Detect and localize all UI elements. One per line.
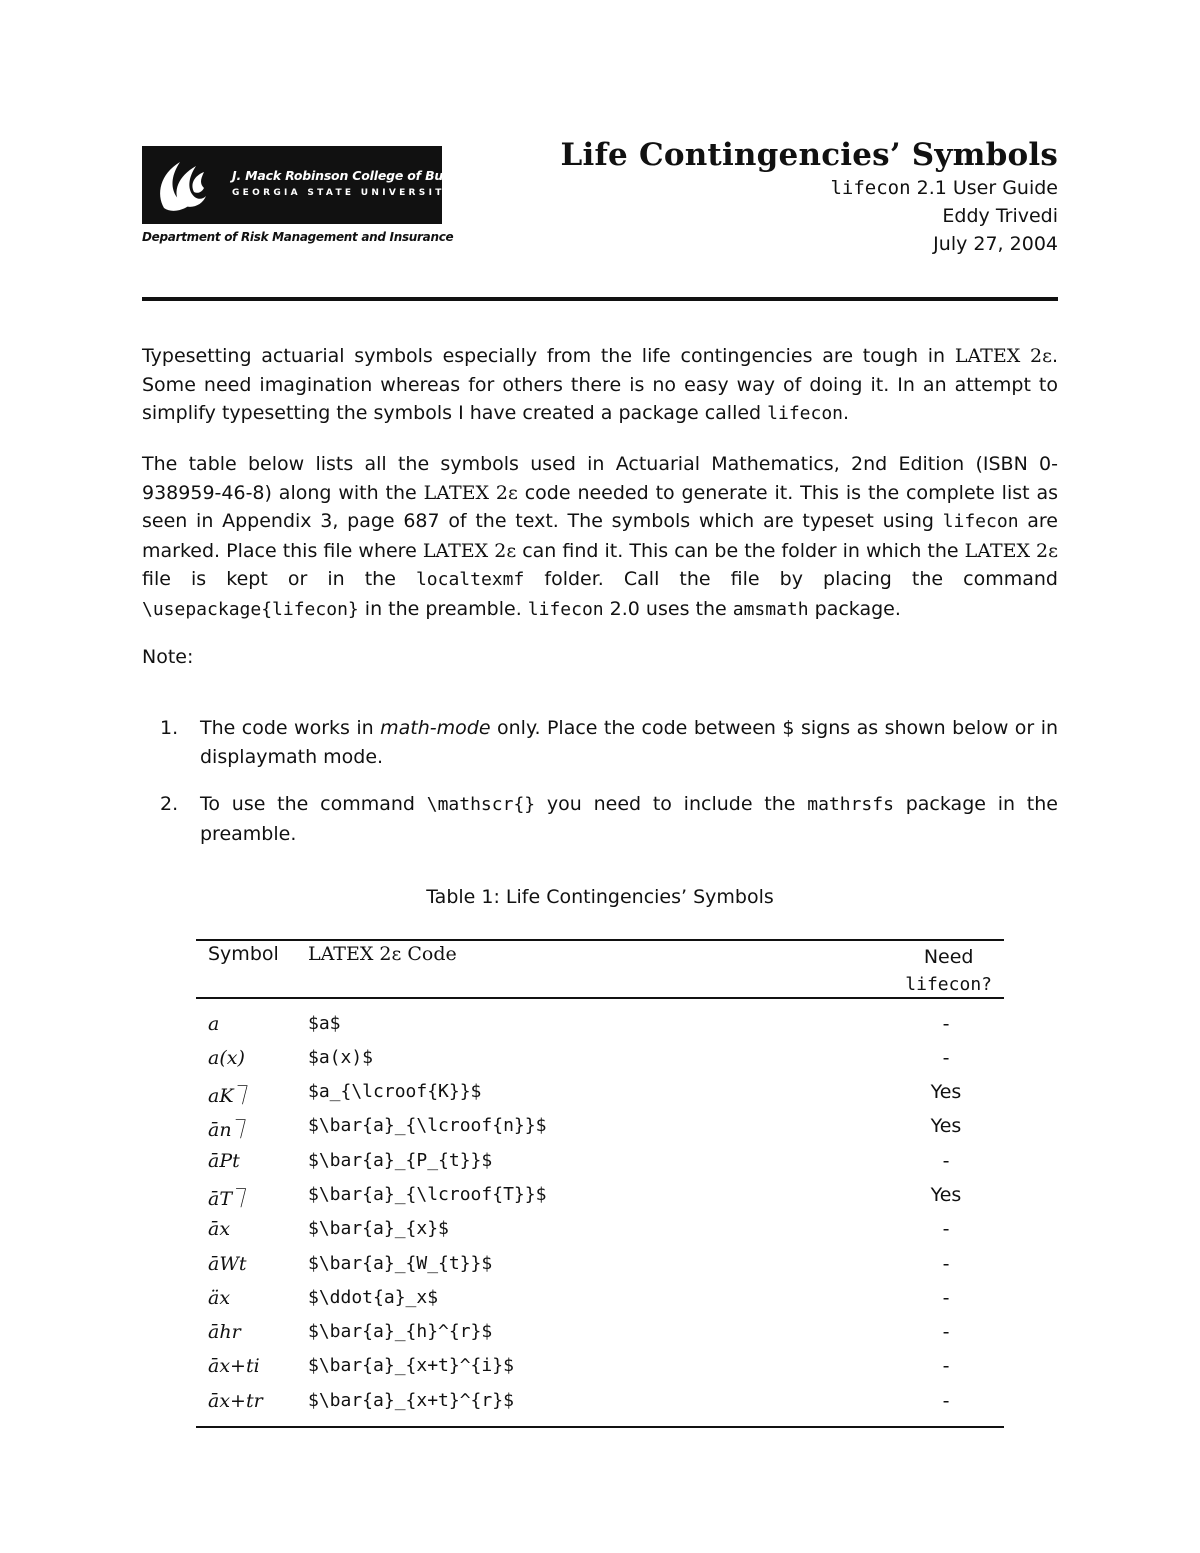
text-span: Typesetting actuarial symbols especially from the life contingencies are tough in [142, 345, 955, 367]
need-lifecon-cell: - [942, 1012, 950, 1035]
latex-logo: LATEX 2ε [964, 539, 1058, 562]
code-span: lifecon [767, 403, 844, 425]
symbol-cell: āPt [208, 1149, 240, 1172]
text-span: only. Place the code between $ signs as shown below or in displaymath mode. [200, 717, 1059, 768]
text-span: The table below lists all the symbols used in Actuarial Mathematics, 2nd Edition (ISBN 0-938959-46-8) along with the [142, 453, 1058, 504]
table-body [196, 999, 1004, 1427]
table-row [196, 1077, 1004, 1111]
latex-logo: LATEX 2ε [954, 345, 1052, 367]
code-cell: $\bar{a}_{x+t}^{i}$ [308, 1355, 514, 1377]
need-lifecon-cell: - [942, 1286, 950, 1309]
code-cell: $\bar{a}_{\lcroof{n}}$ [308, 1115, 547, 1137]
table-header [196, 941, 1004, 997]
code-cell: $a_{\lcroof{K}}$ [308, 1081, 482, 1103]
text-span: are marked. Place this file where [142, 510, 1058, 562]
header-need-line1: Need [923, 946, 974, 968]
text-span: 2.0 uses the [603, 597, 733, 620]
document-title: Life Contingencies’ Symbols [560, 137, 1058, 173]
symbol-cell: āx [208, 1218, 231, 1241]
text-span: folder. Call the file by placing the command [524, 568, 1058, 591]
code-span: localtexmf [415, 569, 525, 591]
description-paragraph [142, 450, 1058, 625]
need-lifecon-cell: - [942, 1149, 950, 1172]
list-number: 1. [160, 717, 179, 739]
table-row [196, 1351, 1004, 1385]
code-span: \mathscr{} [426, 794, 536, 815]
symbols-table [196, 939, 1004, 1428]
code-cell: $\bar{a}_{\lcroof{T}}$ [308, 1183, 547, 1205]
header-need-lifecon [905, 943, 992, 999]
symbol-cell: āWt [208, 1252, 247, 1275]
symbol-cell: a [208, 1012, 220, 1035]
date: July 27, 2004 [933, 233, 1058, 255]
code-cell: $\bar{a}_{x+t}^{r}$ [308, 1389, 514, 1411]
code-cell: $a$ [308, 1012, 341, 1034]
code-cell: $\bar{a}_{h}^{r}$ [308, 1321, 493, 1343]
document-subtitle [561, 174, 1058, 202]
symbol-cell: āx+tr [208, 1389, 263, 1412]
table-row [196, 1043, 1004, 1077]
text-span: package. [808, 597, 901, 620]
note-text [200, 790, 1058, 848]
need-lifecon-cell: - [942, 1218, 950, 1241]
latex-logo: LATEX 2ε [423, 481, 518, 504]
code-cell: $a(x)$ [308, 1046, 374, 1068]
table-bottom-rule [196, 1426, 1004, 1428]
need-lifecon-cell: Yes [930, 1183, 962, 1206]
text-span: The code works in [200, 717, 381, 739]
table-row [196, 1249, 1004, 1283]
text-span: you need to include the [535, 793, 808, 815]
department-name: Department of Risk Management and Insurance [142, 230, 454, 244]
table-row [196, 1317, 1004, 1351]
note-text [200, 714, 1058, 771]
need-lifecon-cell: - [942, 1252, 950, 1275]
text-span: in the preamble. [358, 597, 528, 620]
header-code: LATEX 2ε Code [308, 943, 457, 965]
text-span: To use the command [200, 793, 427, 815]
table-row [196, 1283, 1004, 1317]
list-number: 2. [160, 793, 179, 815]
table-caption: Table 1: Life Contingencies’ Symbols [426, 886, 774, 908]
subtitle-text: 2.1 User Guide [910, 177, 1058, 199]
logo-university-name: GEORGIA STATE UNIVERSITY [232, 188, 455, 198]
author: Eddy Trivedi [942, 205, 1058, 227]
note-label: Note: [142, 646, 194, 668]
text-span: file is kept or in the [142, 568, 416, 591]
need-lifecon-cell: - [942, 1046, 950, 1069]
logo-college-name: J. Mack Robinson College of Business [232, 168, 486, 183]
symbol-cell: aK⏋ [208, 1085, 253, 1108]
table-row [196, 1180, 1004, 1214]
emphasis-span: math-mode [380, 717, 491, 739]
header-symbol: Symbol [208, 943, 279, 965]
latex-logo: LATEX 2ε [422, 539, 517, 562]
header-rule [142, 297, 1058, 301]
symbol-cell: āhr [208, 1321, 241, 1344]
gsu-flame-icon [150, 152, 214, 218]
code-span: lifecon [527, 598, 604, 620]
header-need-line2: lifecon? [905, 974, 992, 995]
title-block [561, 136, 1058, 258]
code-cell: $\bar{a}_{x}$ [308, 1218, 449, 1240]
symbol-cell: āT⏋ [208, 1187, 252, 1210]
need-lifecon-cell: - [942, 1389, 950, 1412]
code-span: amsmath [732, 598, 809, 620]
symbol-cell: ān⏋ [208, 1119, 251, 1142]
need-lifecon-cell: - [942, 1321, 950, 1344]
table-row [196, 1111, 1004, 1145]
college-logo [142, 146, 486, 224]
table-row [196, 1214, 1004, 1248]
table-row [196, 1386, 1004, 1420]
code-cell: $\bar{a}_{W_{t}}$ [308, 1252, 493, 1274]
subtitle-code: lifecon [830, 177, 911, 199]
code-span: \usepackage{lifecon} [142, 598, 359, 620]
need-lifecon-cell: Yes [930, 1081, 962, 1104]
text-span: can find it. This can be the folder in which the [516, 539, 965, 562]
text-span: package in the preamble. [200, 793, 1058, 845]
code-span: lifecon [942, 511, 1019, 533]
symbol-cell: āx+ti [208, 1355, 260, 1378]
table-row [196, 1009, 1004, 1043]
table-row [196, 1146, 1004, 1180]
text-span: . Some need imagination whereas for others there is no easy way of doing it. In an attempt to simplify typesetting the symbols I have created a package called [142, 345, 1058, 425]
intro-paragraph [142, 342, 1058, 429]
need-lifecon-cell: - [942, 1355, 950, 1378]
text-span: . [843, 402, 850, 425]
code-cell: $\bar{a}_{P_{t}}$ [308, 1149, 493, 1171]
text-span: code needed to generate it. This is the complete list as seen in Appendix 3, page 687 of the text. The symbols which are typeset using [142, 481, 1059, 533]
code-cell: $\ddot{a}_x$ [308, 1286, 439, 1308]
symbol-cell: äx [208, 1286, 231, 1309]
need-lifecon-cell: Yes [930, 1115, 962, 1138]
code-span: mathrsfs [807, 794, 894, 815]
symbol-cell: a(x) [208, 1046, 245, 1069]
